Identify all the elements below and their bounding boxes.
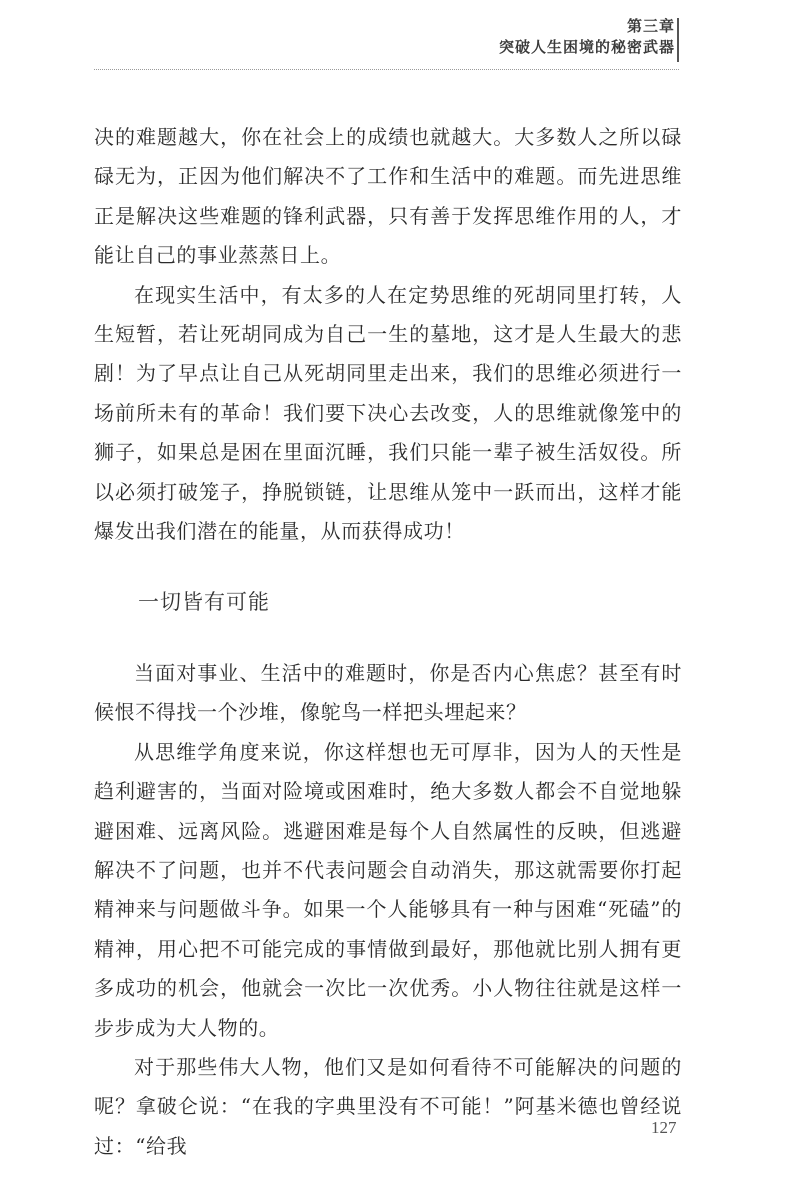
paragraph: 在现实生活中，有太多的人在定势思维的死胡同里打转，人生短暂，若让死胡同成为自己一生的墓地，这才是人生最大的悲剧！为了早点让自己从死胡同里走出来，我们的思维必须进行一场前所未有的革命！我们要下决心去改变，人的思维就像笼中的狮子，如果总是困在里面沉睡，我们只能一辈子被生活奴役。所以必须打破笼子，挣脱锁链，让思维从笼中一跃而出，这样才能爆发出我们潜在的能量，从而获得成功！ — [94, 282, 682, 544]
chapter-title: 第三章 — [626, 17, 675, 35]
header-vertical-bar — [677, 18, 679, 62]
section-heading: 一切皆有可能 — [138, 590, 270, 614]
body-text-section — [94, 654, 682, 1166]
header-dotted-rule — [94, 69, 679, 70]
page-number: 127 — [651, 1118, 677, 1137]
chapter-subtitle: 突破人生困境的秘密武器 — [498, 38, 675, 56]
body-text-top — [94, 118, 682, 551]
running-header — [499, 16, 675, 58]
paragraph: 从思维学角度来说，你这样想也无可厚非，因为人的天性是趋利避害的，当面对险境或困难时，绝大多数人都会不自觉地躲避困难、远离风险。逃避困难是每个人自然属性的反映，但逃避解决不了问题，也并不代表问题会自动消失，那这就需要你打起精神来与问题做斗争。如果一个人能够具有一种与困难“死磕”的精神，用心把不可能完成的事情做到最好，那他就比别人拥有更多成功的机会，他就会一次比一次优秀。小人物往往就是这样一步步成为大人物的。 — [94, 739, 682, 1040]
paragraph: 当面对事业、生活中的难题时，你是否内心焦虑？甚至有时候恨不得找一个沙堆，像鸵鸟一样把头埋起来？ — [94, 661, 682, 725]
paragraph: 对于那些伟大人物，他们又是如何看待不可能解决的问题的呢？拿破仑说：“在我的字典里没有不可能！”阿基米德也曾经说过：“给我 — [94, 1055, 682, 1158]
paragraph: 决的难题越大，你在社会上的成绩也就越大。大多数人之所以碌碌无为，正因为他们解决不了工作和生活中的难题。而先进思维正是解决这些难题的锋利武器，只有善于发挥思维作用的人，才能让自己的事业蒸蒸日上。 — [94, 125, 682, 268]
